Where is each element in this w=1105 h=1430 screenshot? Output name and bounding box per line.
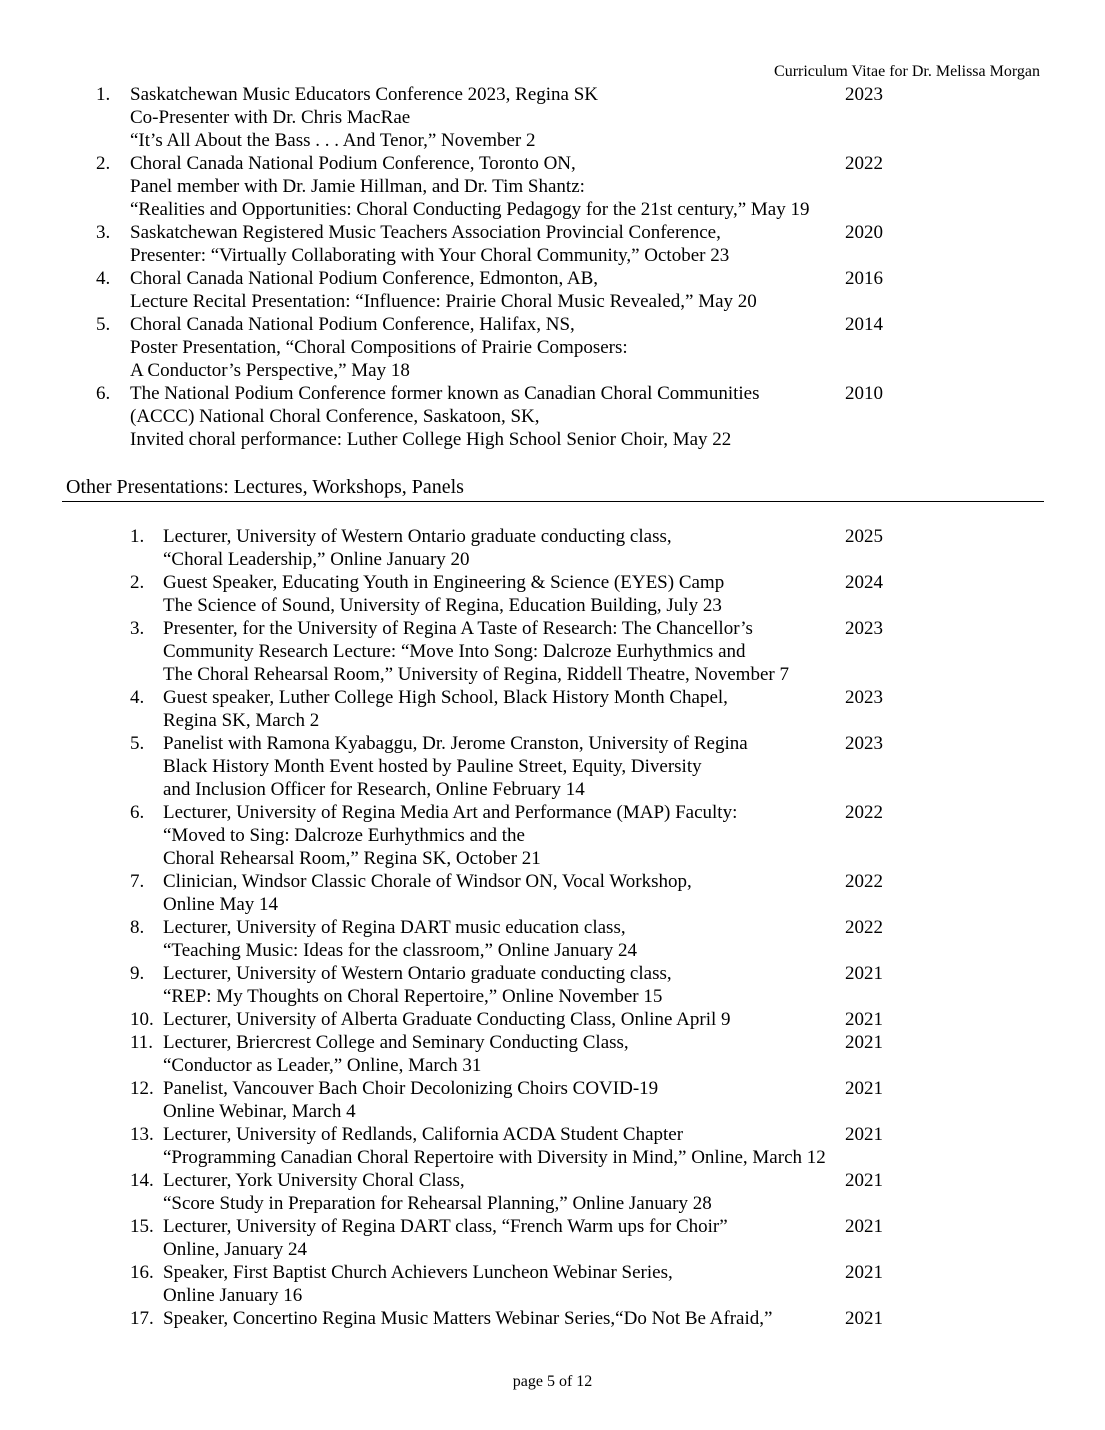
item-line: Saskatchewan Music Educators Conference 2023, Regina SK bbox=[130, 84, 599, 105]
list-item bbox=[0, 686, 1105, 732]
item-line: Choral Canada National Podium Conference, Edmonton, AB, bbox=[130, 268, 599, 289]
item-line: Lecturer, University of Alberta Graduate Conducting Class, Online April 9 bbox=[163, 1009, 731, 1030]
list-item bbox=[0, 1031, 1105, 1077]
item-line: Speaker, First Baptist Church Achievers Luncheon Webinar Series, bbox=[163, 1262, 673, 1283]
list-item bbox=[0, 382, 1105, 451]
item-line: The Science of Sound, University of Regina, Education Building, July 23 bbox=[163, 595, 722, 616]
item-number: 17. bbox=[130, 1308, 154, 1329]
list-item bbox=[0, 1008, 1105, 1031]
item-line: Online May 14 bbox=[163, 894, 279, 915]
item-text bbox=[163, 1008, 1105, 1031]
item-text bbox=[163, 801, 1105, 870]
item-line: Lecturer, University of Redlands, California ACDA Student Chapter bbox=[163, 1124, 684, 1145]
item-line: Presenter, for the University of Regina A Taste of Research: The Chancellor’s bbox=[163, 618, 753, 639]
item-line: The National Podium Conference former known as Canadian Choral Communities bbox=[130, 383, 760, 404]
item-line: Choral Canada National Podium Conference, Halifax, NS, bbox=[130, 314, 575, 335]
list-item bbox=[0, 962, 1105, 1008]
item-number: 2. bbox=[96, 153, 111, 174]
item-year: 2021 bbox=[845, 963, 883, 984]
item-number: 7. bbox=[130, 871, 145, 892]
item-number: 8. bbox=[130, 917, 145, 938]
list-item bbox=[0, 801, 1105, 870]
item-number: 5. bbox=[96, 314, 111, 335]
item-text bbox=[163, 1077, 1105, 1123]
item-line: “REP: My Thoughts on Choral Repertoire,” Online November 15 bbox=[163, 986, 663, 1007]
item-line: Guest speaker, Luther College High School, Black History Month Chapel, bbox=[163, 687, 728, 708]
item-line: Online, January 24 bbox=[163, 1239, 308, 1260]
item-text bbox=[163, 617, 1105, 686]
list-item bbox=[0, 732, 1105, 801]
item-number: 1. bbox=[130, 526, 145, 547]
item-text bbox=[130, 382, 1105, 451]
item-number: 10. bbox=[130, 1009, 154, 1030]
item-number: 12. bbox=[130, 1078, 154, 1099]
item-line: Lecture Recital Presentation: “Influence: Prairie Choral Music Revealed,” May 20 bbox=[130, 291, 757, 312]
item-text bbox=[130, 267, 1105, 313]
item-line: “Programming Canadian Choral Repertoire with Diversity in Mind,” Online, March 12 bbox=[163, 1147, 826, 1168]
item-text bbox=[130, 221, 1105, 267]
item-text bbox=[163, 571, 1105, 617]
item-line: Panel member with Dr. Jamie Hillman, and Dr. Tim Shantz: bbox=[130, 176, 585, 197]
item-number: 4. bbox=[96, 268, 111, 289]
item-year: 2022 bbox=[845, 802, 883, 823]
item-number: 2. bbox=[130, 572, 145, 593]
item-line: Lecturer, York University Choral Class, bbox=[163, 1170, 465, 1191]
item-number: 14. bbox=[130, 1170, 154, 1191]
item-number: 3. bbox=[130, 618, 145, 639]
running-header: Curriculum Vitae for Dr. Melissa Morgan bbox=[774, 63, 1040, 80]
item-line: Clinician, Windsor Classic Chorale of Windsor ON, Vocal Workshop, bbox=[163, 871, 692, 892]
item-year: 2023 bbox=[845, 687, 883, 708]
list-item bbox=[0, 1123, 1105, 1169]
item-year: 2023 bbox=[845, 618, 883, 639]
item-line: The Choral Rehearsal Room,” University of Regina, Riddell Theatre, November 7 bbox=[163, 664, 789, 685]
item-line: Online Webinar, March 4 bbox=[163, 1101, 356, 1122]
item-line: Presenter: “Virtually Collaborating with Your Choral Community,” October 23 bbox=[130, 245, 730, 266]
list-item bbox=[0, 617, 1105, 686]
item-line: Guest Speaker, Educating Youth in Engineering & Science (EYES) Camp bbox=[163, 572, 725, 593]
item-year: 2020 bbox=[845, 222, 883, 243]
item-line: and Inclusion Officer for Research, Online February 14 bbox=[163, 779, 585, 800]
item-line: Poster Presentation, “Choral Compositions of Prairie Composers: bbox=[130, 337, 628, 358]
item-text bbox=[130, 83, 1105, 152]
item-line: Lecturer, Briercrest College and Seminary Conducting Class, bbox=[163, 1032, 629, 1053]
list-item bbox=[0, 571, 1105, 617]
item-line: “Score Study in Preparation for Rehearsal Planning,” Online January 28 bbox=[163, 1193, 712, 1214]
item-text bbox=[163, 686, 1105, 732]
item-text bbox=[163, 732, 1105, 801]
item-text bbox=[163, 1307, 1105, 1330]
list-item bbox=[0, 221, 1105, 267]
list-item bbox=[0, 1077, 1105, 1123]
item-text bbox=[163, 1031, 1105, 1077]
item-year: 2025 bbox=[845, 526, 883, 547]
item-line: Speaker, Concertino Regina Music Matters Webinar Series,“Do Not Be Afraid,” bbox=[163, 1308, 773, 1329]
item-line: “Moved to Sing: Dalcroze Eurhythmics and the bbox=[163, 825, 525, 846]
list-item bbox=[0, 152, 1105, 221]
item-line: Invited choral performance: Luther College High School Senior Choir, May 22 bbox=[130, 429, 732, 450]
item-text bbox=[163, 1123, 1105, 1169]
item-number: 5. bbox=[130, 733, 145, 754]
item-year: 2021 bbox=[845, 1308, 883, 1329]
item-line: “It’s All About the Bass . . . And Tenor,” November 2 bbox=[130, 130, 536, 151]
item-number: 16. bbox=[130, 1262, 154, 1283]
item-year: 2021 bbox=[845, 1216, 883, 1237]
item-year: 2022 bbox=[845, 153, 883, 174]
item-line: “Realities and Opportunities: Choral Conducting Pedagogy for the 21st century,” May 19 bbox=[130, 199, 810, 220]
item-line: Saskatchewan Registered Music Teachers Association Provincial Conference, bbox=[130, 222, 721, 243]
item-line: Regina SK, March 2 bbox=[163, 710, 320, 731]
item-number: 15. bbox=[130, 1216, 154, 1237]
item-line: Lecturer, University of Regina DART class, “French Warm ups for Choir” bbox=[163, 1216, 728, 1237]
item-text bbox=[130, 152, 1105, 221]
item-number: 1. bbox=[96, 84, 111, 105]
item-line: (ACCC) National Choral Conference, Saskatoon, SK, bbox=[130, 406, 540, 427]
item-line: “Teaching Music: Ideas for the classroom,” Online January 24 bbox=[163, 940, 638, 961]
item-year: 2010 bbox=[845, 383, 883, 404]
item-number: 11. bbox=[130, 1032, 154, 1053]
item-line: Panelist with Ramona Kyabaggu, Dr. Jerome Cranston, University of Regina bbox=[163, 733, 748, 754]
item-line: Lecturer, University of Western Ontario graduate conducting class, bbox=[163, 526, 672, 547]
list-item bbox=[0, 313, 1105, 382]
item-text bbox=[163, 525, 1105, 571]
conference-presentations-list bbox=[0, 83, 1105, 451]
item-text bbox=[163, 962, 1105, 1008]
list-item bbox=[0, 1215, 1105, 1261]
item-year: 2021 bbox=[845, 1124, 883, 1145]
item-line: “Conductor as Leader,” Online, March 31 bbox=[163, 1055, 482, 1076]
list-item bbox=[0, 1307, 1105, 1330]
item-year: 2014 bbox=[845, 314, 883, 335]
item-number: 4. bbox=[130, 687, 145, 708]
item-year: 2021 bbox=[845, 1262, 883, 1283]
list-item bbox=[0, 1169, 1105, 1215]
list-item bbox=[0, 267, 1105, 313]
page-number: page 5 of 12 bbox=[512, 1373, 593, 1390]
item-line: Co-Presenter with Dr. Chris MacRae bbox=[130, 107, 411, 128]
item-number: 9. bbox=[130, 963, 145, 984]
item-line: Choral Canada National Podium Conference, Toronto ON, bbox=[130, 153, 576, 174]
section-divider bbox=[62, 501, 1044, 502]
item-line: Online January 16 bbox=[163, 1285, 303, 1306]
item-line: “Choral Leadership,” Online January 20 bbox=[163, 549, 470, 570]
item-year: 2016 bbox=[845, 268, 883, 289]
item-line: Choral Rehearsal Room,” Regina SK, October 21 bbox=[163, 848, 541, 869]
item-line: Panelist, Vancouver Bach Choir Decolonizing Choirs COVID-19 bbox=[163, 1078, 659, 1099]
item-text bbox=[130, 313, 1105, 382]
item-year: 2021 bbox=[845, 1009, 883, 1030]
item-text bbox=[163, 870, 1105, 916]
item-number: 6. bbox=[130, 802, 145, 823]
item-line: A Conductor’s Perspective,” May 18 bbox=[130, 360, 410, 381]
item-year: 2024 bbox=[845, 572, 883, 593]
item-year: 2022 bbox=[845, 917, 883, 938]
list-item bbox=[0, 870, 1105, 916]
list-item bbox=[0, 1261, 1105, 1307]
item-year: 2023 bbox=[845, 84, 883, 105]
item-text bbox=[163, 1261, 1105, 1307]
item-number: 13. bbox=[130, 1124, 154, 1145]
item-line: Lecturer, University of Regina Media Art and Performance (MAP) Faculty: bbox=[163, 802, 738, 823]
item-line: Lecturer, University of Regina DART music education class, bbox=[163, 917, 626, 938]
other-presentations-list bbox=[0, 525, 1105, 1330]
item-number: 6. bbox=[96, 383, 111, 404]
item-text bbox=[163, 1169, 1105, 1215]
item-year: 2021 bbox=[845, 1032, 883, 1053]
item-line: Black History Month Event hosted by Pauline Street, Equity, Diversity bbox=[163, 756, 702, 777]
item-text bbox=[163, 916, 1105, 962]
section-heading-other-presentations: Other Presentations: Lectures, Workshops, Panels bbox=[66, 476, 464, 498]
list-item bbox=[0, 525, 1105, 571]
item-year: 2021 bbox=[845, 1078, 883, 1099]
list-item bbox=[0, 916, 1105, 962]
item-year: 2021 bbox=[845, 1170, 883, 1191]
item-text bbox=[163, 1215, 1105, 1261]
list-item bbox=[0, 83, 1105, 152]
item-line: Community Research Lecture: “Move Into Song: Dalcroze Eurhythmics and bbox=[163, 641, 746, 662]
item-line: Lecturer, University of Western Ontario graduate conducting class, bbox=[163, 963, 672, 984]
item-year: 2022 bbox=[845, 871, 883, 892]
item-year: 2023 bbox=[845, 733, 883, 754]
item-number: 3. bbox=[96, 222, 111, 243]
